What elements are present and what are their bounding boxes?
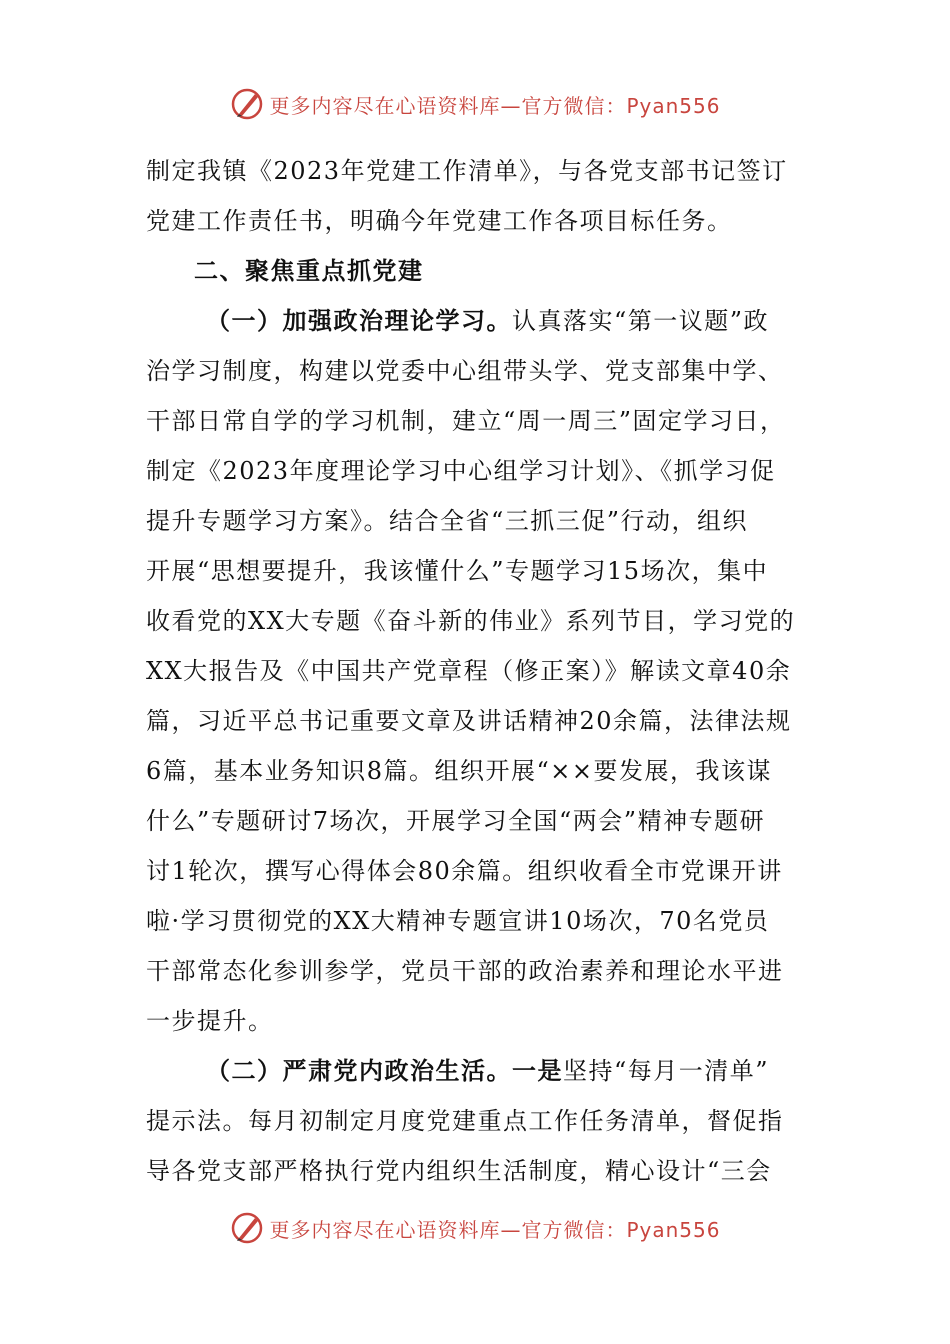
text-line: 导各党支部严格执行党内组织生活制度，精心设计“三会 bbox=[146, 1157, 772, 1185]
text-line: 什么”专题研讨7场次，开展学习全国“两会”精神专题研 bbox=[146, 807, 766, 835]
text-line: 干部常态化参训参学，党员干部的政治素养和理论水平进 bbox=[146, 957, 784, 985]
text-line: 啦·学习贯彻党的XX大精神专题宣讲10场次，70名党员 bbox=[146, 907, 770, 935]
pen-logo-icon bbox=[229, 1210, 265, 1246]
text-line: 提示法。每月初制定月度党建重点工作任务清单，督促指 bbox=[146, 1107, 784, 1135]
text-line: 提升专题学习方案》。结合全省“三抓三促”行动，组织 bbox=[146, 507, 749, 535]
text-line: XX大报告及《中国共产党章程（修正案）》解读文章40余 bbox=[146, 657, 792, 685]
text-line: 篇，习近平总书记重要文章及讲话精神20余篇，法律法规 bbox=[146, 707, 792, 735]
text-line: 开展“思想要提升，我该懂什么”专题学习15场次，集中 bbox=[146, 557, 769, 585]
text-line: 6篇，基本业务知识8篇。组织开展“××要发展，我该谋 bbox=[146, 757, 773, 785]
text-line: 党建工作责任书，明确今年党建工作各项目标任务。 bbox=[146, 207, 733, 235]
header-watermark-banner bbox=[0, 84, 950, 124]
footer-watermark-banner bbox=[0, 1208, 950, 1248]
text-line: 治学习制度，构建以党委中心组带头学、党支部集中学、 bbox=[146, 357, 784, 385]
watermark-text: 更多内容尽在心语资料库—官方微信：Pyan556 bbox=[269, 93, 721, 118]
text-line: （二）严肃党内政治生活。一是坚持“每月一清单” bbox=[206, 1056, 770, 1085]
text-line: 讨1轮次，撰写心得体会80余篇。组织收看全市党课开讲 bbox=[146, 857, 783, 885]
subsection-title: （二）严肃党内政治生活。一是 bbox=[206, 1056, 563, 1085]
text-line: （一）加强政治理论学习。认真落实“第一议题”政 bbox=[206, 306, 770, 335]
section-heading: 二、聚焦重点抓党建 bbox=[194, 256, 424, 285]
text-line: 收看党的XX大专题《奋斗新的伟业》系列节目，学习党的 bbox=[146, 607, 796, 635]
text-line: 制定《2023年度理论学习中心组学习计划》、《抓学习促 bbox=[146, 457, 776, 485]
text-line: 一步提升。 bbox=[146, 1007, 274, 1035]
text-line: 制定我镇《2023年党建工作清单》，与各党支部书记签订 bbox=[146, 157, 788, 185]
watermark-text: 更多内容尽在心语资料库—官方微信：Pyan556 bbox=[269, 1217, 721, 1242]
subsection-title: （一）加强政治理论学习。 bbox=[206, 306, 512, 335]
document-body bbox=[146, 146, 816, 1196]
pen-logo-icon bbox=[229, 86, 265, 122]
text-line: 干部日常自学的学习机制，建立“周一周三”固定学习日， bbox=[146, 407, 786, 435]
